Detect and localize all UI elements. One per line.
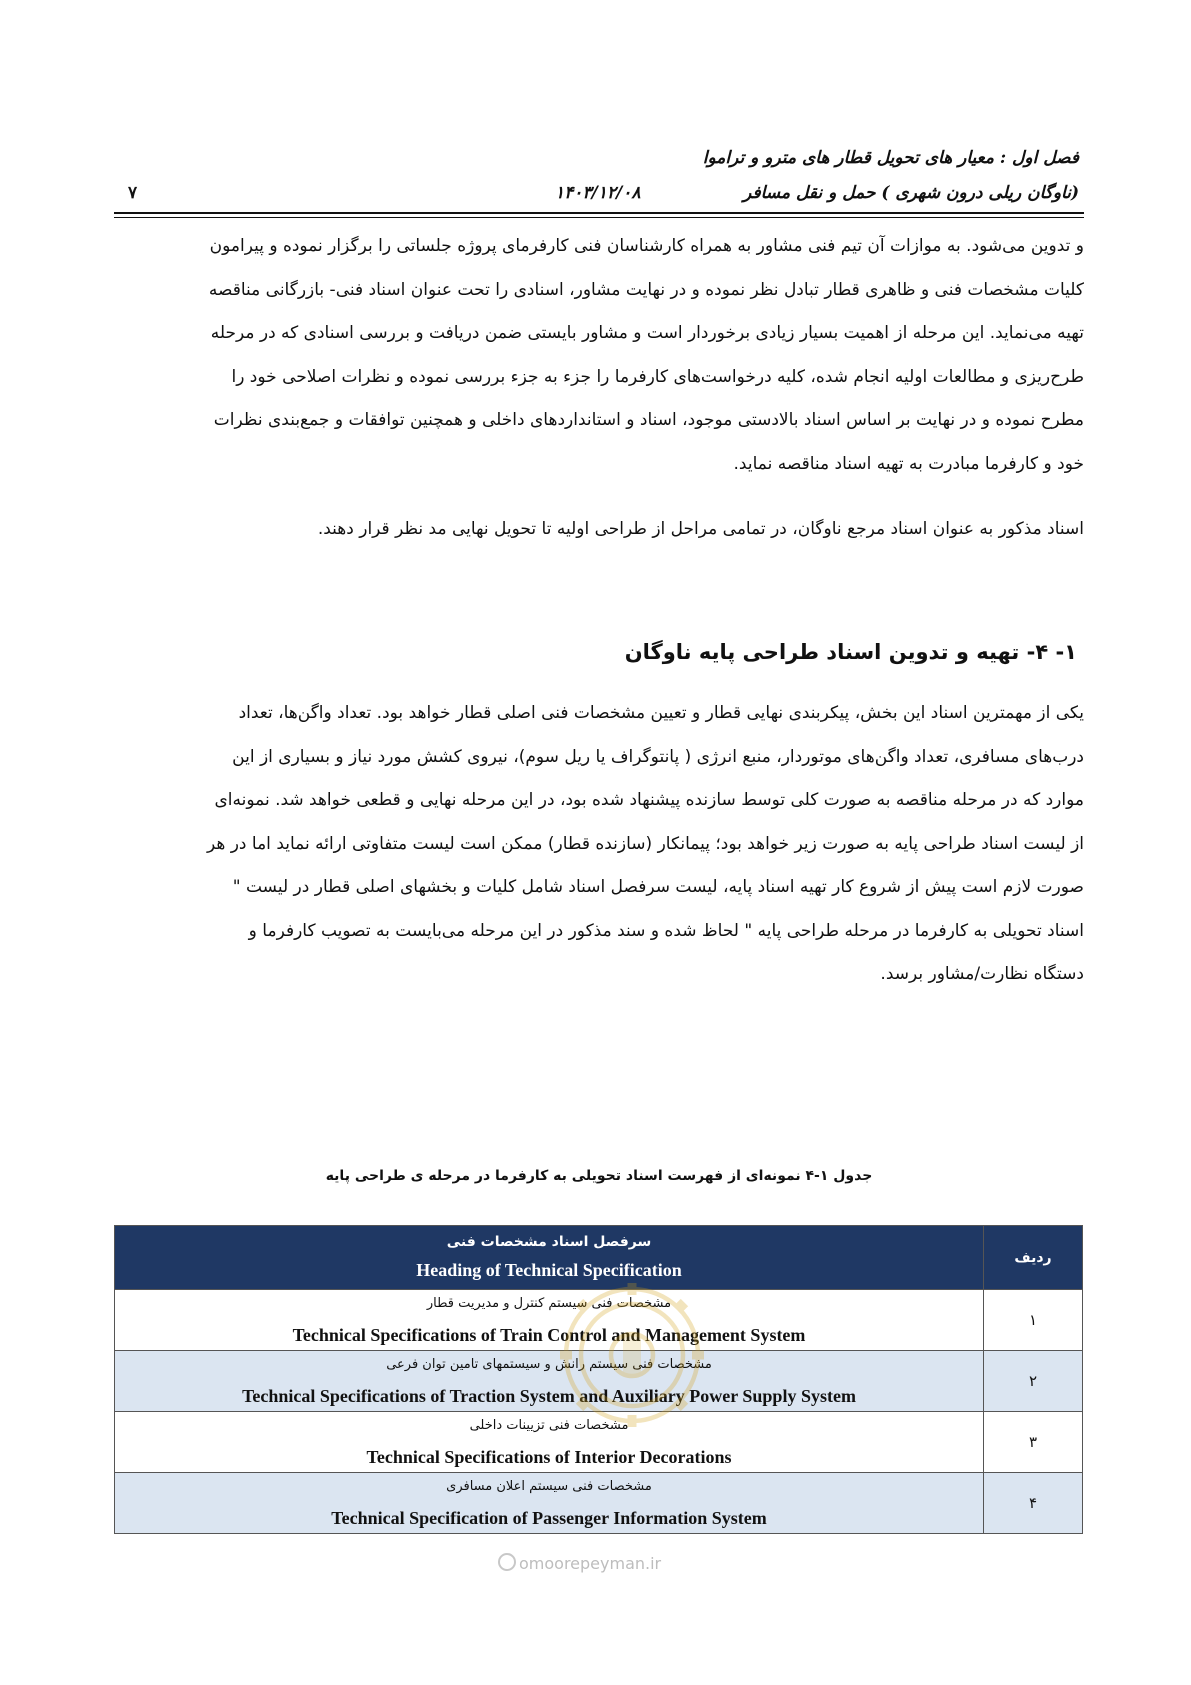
instagram-icon: [498, 1553, 516, 1571]
paragraph-line: خود و کارفرما مبادرت به تهیه اسناد مناقصه نماید.: [733, 453, 1084, 474]
header-rule-thin: [114, 217, 1084, 218]
table-caption: جدول ۱-۴ نمونه‌ای از فهرست اسناد تحویلی به کارفرما در مرحله ی طراحی پایه: [325, 1168, 873, 1184]
paragraph-line: صورت لازم است پیش از شروع کار تهیه اسناد پایه، لیست سرفصل اسناد شامل کلیات و بخشهای اصلی قطار در لیست ": [232, 877, 1084, 897]
row-title-en: Technical Specifications of Train Control and Management System: [292, 1324, 806, 1345]
row-number: ۲: [984, 1351, 1083, 1412]
row-title-en: Technical Specifications of Interior Decorations: [366, 1446, 732, 1467]
paragraph-line: یکی از مهمترین اسناد این بخش، پیکربندی نهایی قطار و تعیین مشخصات فنی اصلی قطار خواهد بود. تعداد واگن‌ها، تعداد: [238, 703, 1084, 723]
row-content: [115, 1290, 984, 1351]
section-heading: ۱- ۴- تهیه و تدوین اسناد طراحی پایه ناوگان: [624, 640, 1077, 664]
header-heading-fa: سرفصل اسناد مشخصات فنی: [446, 1233, 652, 1250]
paragraph-line: از لیست اسناد طراحی پایه به صورت زیر خواهد بود؛ پیمانکار (سازنده قطار) ممکن است لیست متفاوتی ارائه نماید اما در هر: [206, 833, 1084, 854]
row-number: ۱: [984, 1290, 1083, 1351]
row-number: ۳: [984, 1412, 1083, 1473]
header-date: ۱۴۰۳/۱۲/۰۸: [555, 183, 641, 203]
paragraph-2: [114, 508, 1084, 552]
header-heading: [115, 1226, 984, 1290]
header-subtitle: (ناوگان ریلی درون شهری ) حمل و نقل مسافر: [743, 183, 1079, 203]
header-row-number: ردیف: [984, 1226, 1083, 1290]
paragraph-line: و تدوین می‌شود. به موازات آن تیم فنی مشاور به همراه کارشناسان فنی کارفرمای پروژه جلساتی را برگزار نموده و پیرامون: [209, 236, 1084, 256]
paragraph-1: [114, 225, 1084, 486]
watermark-label: omoorepeyman.ir: [519, 1554, 662, 1573]
paragraph-line: اسناد مذکور به عنوان اسناد مرجع ناوگان، در تمامی مراحل از طراحی اولیه تا تحویل نهایی مد نظر قرار دهند.: [317, 519, 1084, 539]
header-chapter-title: فصل اول : معیار های تحویل قطار های مترو و تراموا: [702, 148, 1079, 168]
row-content: [115, 1351, 984, 1412]
row-title-en: Technical Specification of Passenger Information System: [331, 1507, 767, 1528]
paragraph-line: موارد که در مرحله مناقصه به صورت کلی توسط سازنده پیشنهاد شده بود، در این مرحله نهایی و قطعی خواهد شد. نمونه‌ای: [214, 790, 1084, 810]
paragraph-line: درب‌های مسافری، تعداد واگن‌های موتوردار، منبع انرژی ( پانتوگراف یا ریل سوم)، نیروی کشش مورد نیاز و بسیاری از این: [232, 746, 1084, 767]
page-number: ۷: [128, 183, 138, 203]
watermark-text: [498, 1553, 661, 1573]
paragraph-line: کلیات مشخصات فنی و ظاهری قطار تبادل نظر نموده و در نهایت مشاور، اسنادی را تحت عنوان اسناد فنی- بازرگانی مناقصه: [208, 279, 1084, 300]
row-content: [115, 1412, 984, 1473]
row-title-fa: مشخصات فنی سیستم کنترل و مدیریت قطار: [426, 1295, 672, 1311]
paragraph-3: [114, 692, 1084, 997]
gear-seal-icon: [557, 1280, 707, 1430]
row-content: [115, 1473, 984, 1534]
row-title-en: Technical Specifications of Traction System and Auxiliary Power Supply System: [242, 1385, 856, 1406]
row-number: ۴: [984, 1473, 1083, 1534]
paragraph-line: اسناد تحویلی به کارفرما در مرحله طراحی پایه " لحاظ شده و سند مذکور در این مرحله می‌بایست به تصویب کارفرما و: [248, 920, 1084, 941]
paragraph-line: مطرح نموده و در نهایت بر اساس اسناد بالادستی موجود، اسناد و استانداردهای داخلی و همچنین توافقات و جمع‌بندی نظرات: [213, 410, 1084, 430]
row-title-fa: مشخصات فنی سیستم رانش و سیستمهای تامین توان فرعی: [386, 1356, 712, 1372]
paragraph-line: تهیه می‌نماید. این مرحله از اهمیت بسیار زیادی برخوردار است و مشاور بایستی ضمن دریافت و بررسی اسنادی که در مرحله: [210, 323, 1084, 343]
row-title-fa: مشخصات فنی تزیینات داخلی: [469, 1417, 629, 1433]
header-rule-thick: [114, 212, 1084, 214]
row-title-fa: مشخصات فنی سیستم اعلان مسافری: [446, 1478, 652, 1494]
table-row: [115, 1473, 1083, 1534]
paragraph-line: دستگاه نظارت/مشاور برسد.: [880, 964, 1084, 984]
header-heading-en: Heading of Technical Specification: [416, 1259, 682, 1280]
paragraph-line: طرح‌ریزی و مطالعات اولیه انجام شده، کلیه درخواست‌های کارفرما را جزء به جزء بررسی نموده و نظرات اصلاحی خود را: [231, 366, 1084, 387]
